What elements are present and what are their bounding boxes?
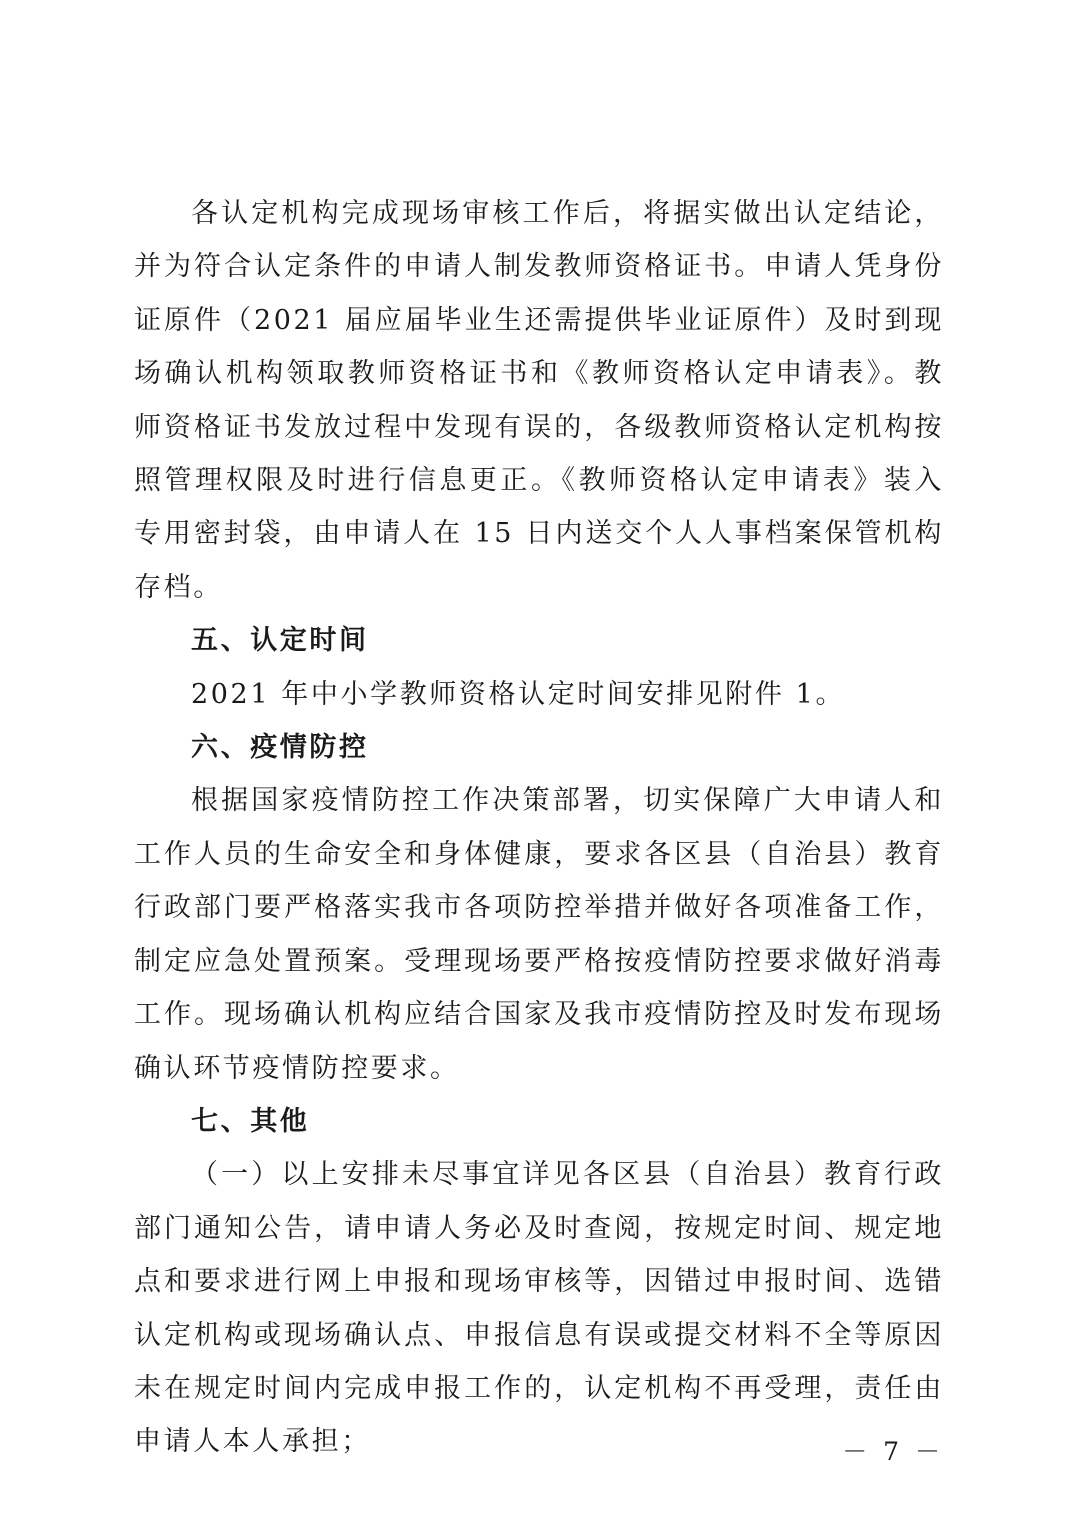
- heading-section-6: 六、疫情防控: [191, 732, 369, 764]
- document-body: [134, 187, 944, 1469]
- paragraph-section-7: （一）以上安排未尽事宜详见各区县（自治县）教育行政部门通知公告，请申请人务必及时查阅，按规定时间、规定地点和要求进行网上申报和现场审核等，因错过申报时间、选错认定机构或现场确认点、申报信息有误或提交材料不全等原因未在规定时间内完成申报工作的，认定机构不再受理，责任由申请人本人承担；: [134, 1159, 944, 1458]
- page-number: － 7 －: [842, 1437, 944, 1466]
- paragraph-section-6: 根据国家疫情防控工作决策部署，切实保障广大申请人和工作人员的生命安全和身体健康，要求各区县（自治县）教育行政部门要严格落实我市各项防控举措并做好各项准备工作，制定应急处置预案。受理现场要严格按疫情防控要求做好消毒工作。现场确认机构应结合国家及我市疫情防控及时发布现场确认环节疫情防控要求。: [134, 785, 944, 1084]
- heading-section-5: 五、认定时间: [191, 625, 369, 657]
- paragraph-certificate-issuance: 各认定机构完成现场审核工作后，将据实做出认定结论，并为符合认定条件的申请人制发教师资格证书。申请人凭身份证原件（2021 届应届毕业生还需提供毕业证原件）及时到现场确认机构领取教师资格证书和《教师资格认定申请表》。教师资格证书发放过程中发现有误的，各级教师资格认定机构按照管理权限及时进行信息更正。《教师资格认定申请表》装入专用密封袋，由申请人在 15 日内送交个人人事档案保管机构存档。: [134, 198, 944, 603]
- heading-section-7: 七、其他: [191, 1105, 310, 1137]
- paragraph-section-5: 2021 年中小学教师资格认定时间安排见附件 1。: [191, 678, 846, 710]
